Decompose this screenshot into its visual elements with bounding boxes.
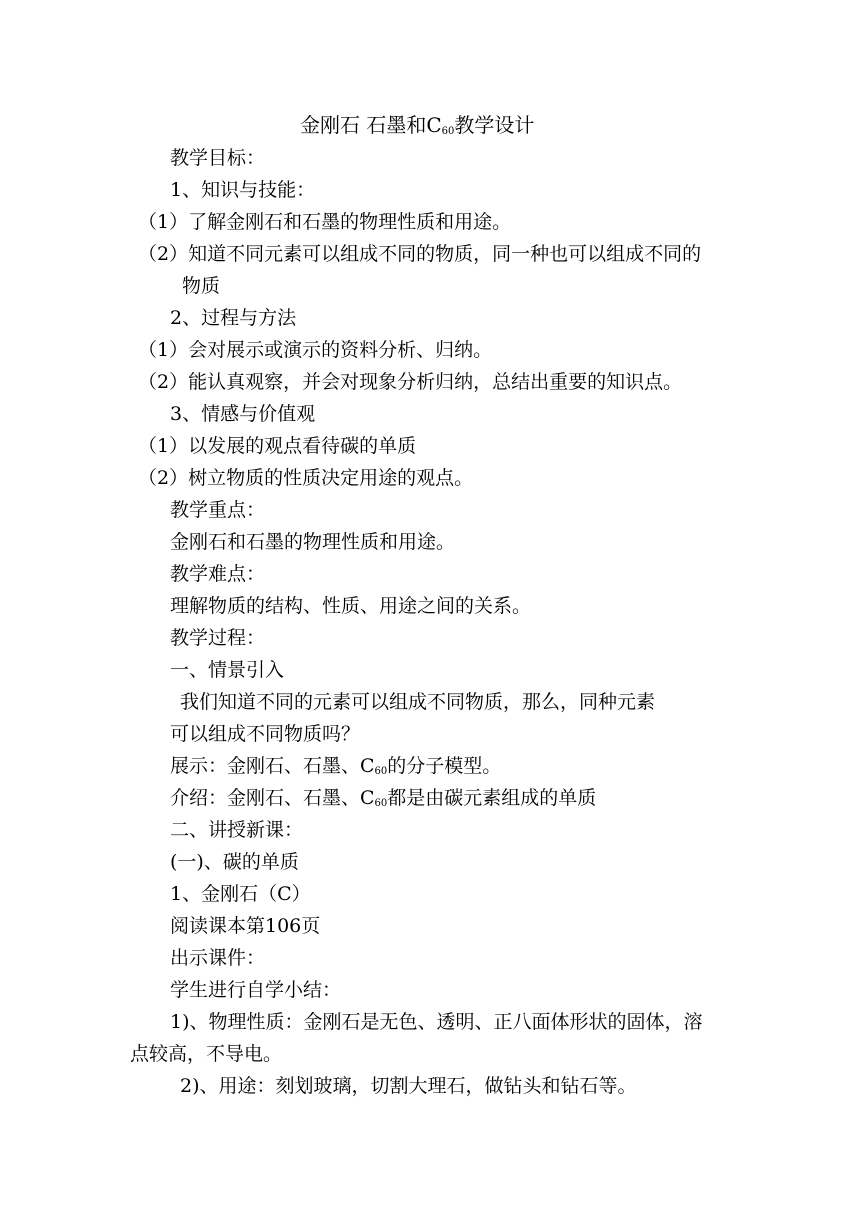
subscript: 60 xyxy=(374,766,388,777)
list-item-continuation: 物质 xyxy=(182,275,221,297)
subscript: 60 xyxy=(374,798,388,809)
section-heading: 教学难点： xyxy=(170,563,266,585)
subsection-heading: 一、情景引入 xyxy=(170,659,285,681)
text-run: 介绍：金刚石、石墨、C xyxy=(170,787,375,809)
paragraph: 2)、用途：刻划玻璃，切割大理石，做钻头和钻石等。 xyxy=(180,1075,637,1097)
text-run: 都是由碳元素组成的单质 xyxy=(387,787,597,809)
subsection-heading: 1、知识与技能： xyxy=(170,179,316,201)
paragraph xyxy=(170,786,596,810)
list-item: （1）会对展示或演示的资料分析、归纳。 xyxy=(138,339,493,361)
text-run: 展示：金刚石、石墨、C xyxy=(170,755,375,777)
subsection-heading: (一)、碳的单质 xyxy=(170,851,299,873)
section-heading: 教学过程： xyxy=(170,627,266,649)
subsection-heading: 二、讲授新课： xyxy=(170,819,304,841)
section-heading: 教学目标： xyxy=(170,147,266,169)
paragraph: 阅读课本第106页 xyxy=(170,915,321,937)
paragraph-continuation: 点较高，不导电。 xyxy=(130,1043,283,1065)
paragraph: 我们知道不同的元素可以组成不同物质，那么，同种元素 xyxy=(180,691,656,713)
list-item: （2）能认真观察，并会对现象分析归纳，总结出重要的知识点。 xyxy=(138,371,683,393)
title-suffix: 教学设计 xyxy=(454,113,535,137)
paragraph: 1)、物理性质：金刚石是无色、透明、正八面体形状的固体，溶 xyxy=(170,1011,703,1033)
subsection-heading: 1、金刚石（C） xyxy=(170,883,311,905)
title-subscript: 60 xyxy=(441,126,455,137)
paragraph: 出示课件： xyxy=(170,947,266,969)
list-item: （2）知道不同元素可以组成不同的物质，同一种也可以组成不同的 xyxy=(138,243,702,265)
paragraph: 可以组成不同物质吗？ xyxy=(170,723,361,745)
text-run: 的分子模型。 xyxy=(387,755,502,777)
subsection-heading: 3、情感与价值观 xyxy=(170,403,316,425)
list-item: （1）以发展的观点看待碳的单质 xyxy=(138,435,417,457)
document-title xyxy=(300,113,534,137)
section-heading: 教学重点： xyxy=(170,499,266,521)
list-item: （2）树立物质的性质决定用途的观点。 xyxy=(138,467,474,489)
title-text: 金刚石 石墨和C xyxy=(300,113,442,137)
paragraph: 理解物质的结构、性质、用途之间的关系。 xyxy=(170,595,532,617)
paragraph: 学生进行自学小结： xyxy=(170,979,342,1001)
paragraph xyxy=(170,754,501,778)
paragraph: 金刚石和石墨的物理性质和用途。 xyxy=(170,531,456,553)
subsection-heading: 2、过程与方法 xyxy=(170,307,297,329)
list-item: （1）了解金刚石和石墨的物理性质和用途。 xyxy=(138,211,512,233)
